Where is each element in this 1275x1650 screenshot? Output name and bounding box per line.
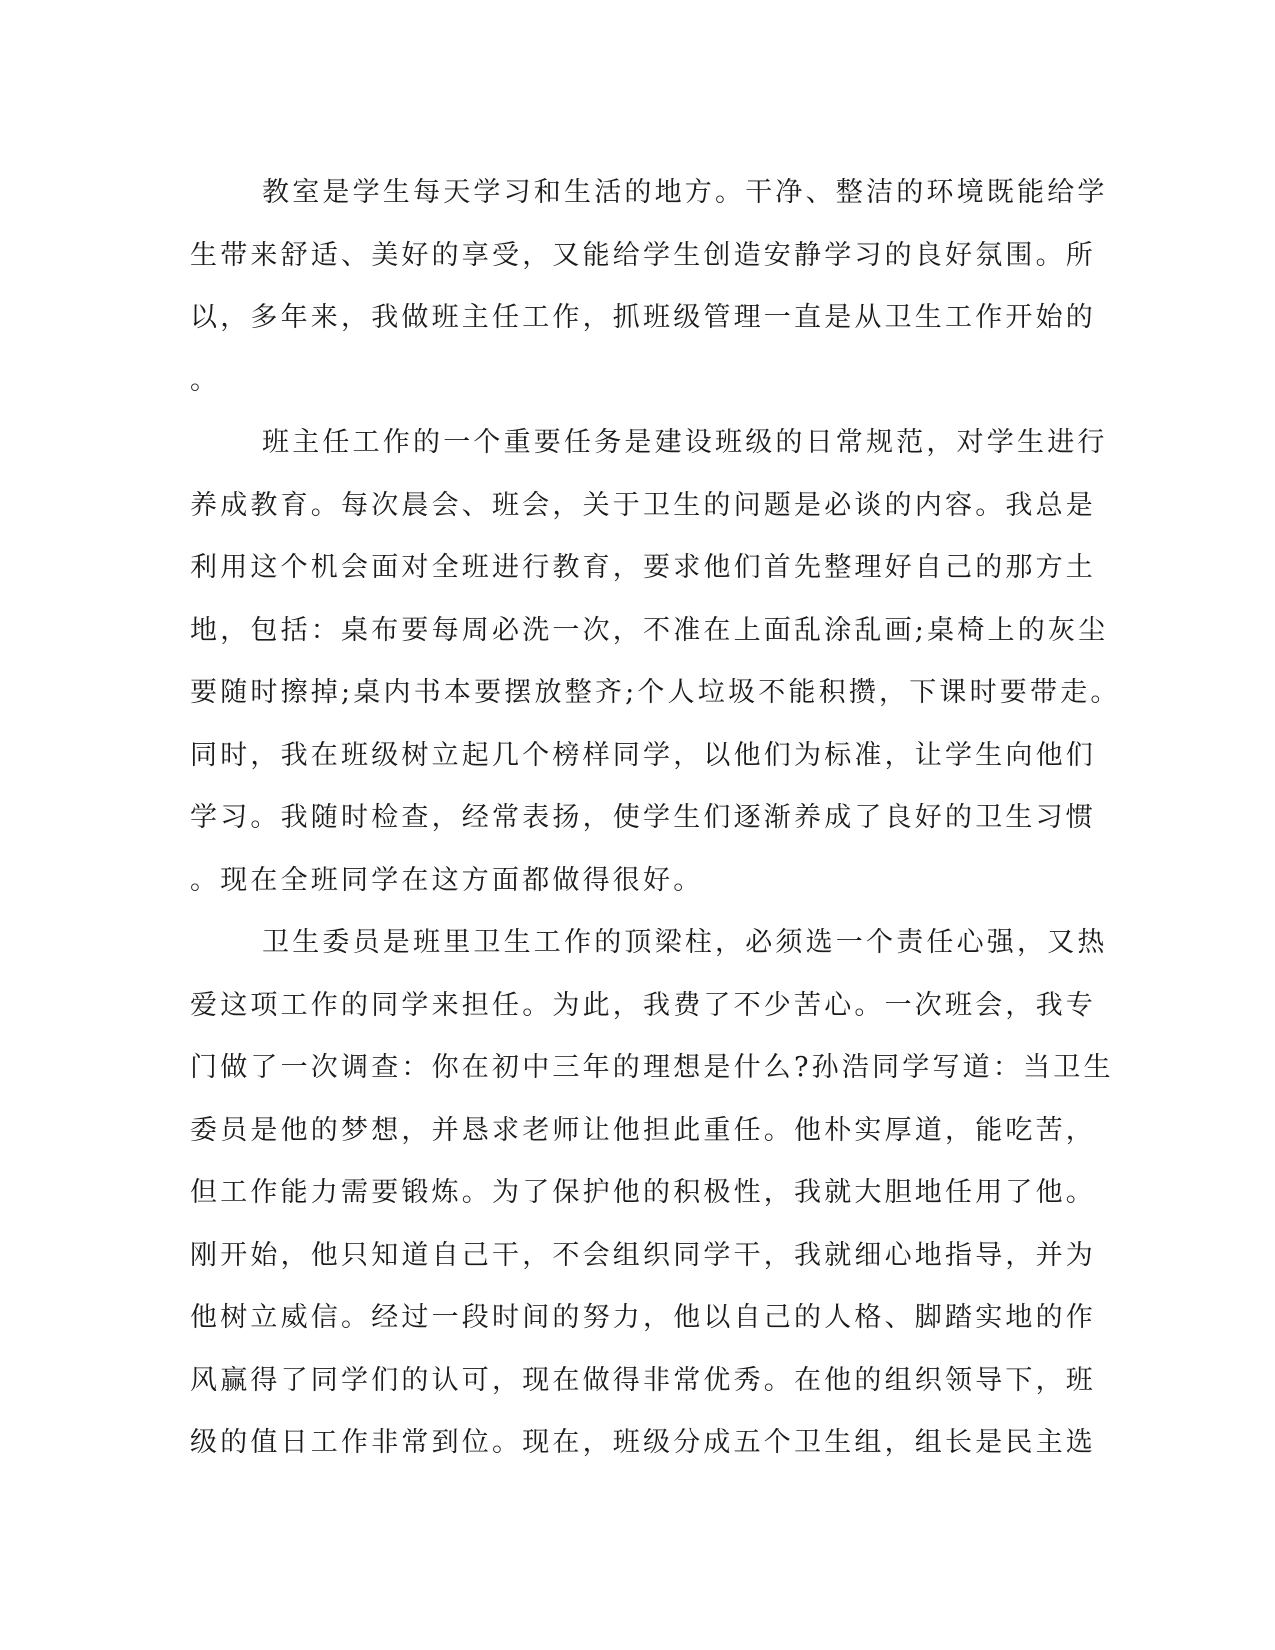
text-line: 教室是学生每天学习和生活的地方。干净、整洁的环境既能给学 bbox=[262, 177, 1108, 208]
text-line: 刚开始，他只知道自己干，不会组织同学干，我就细心地指导，并为 bbox=[190, 1239, 1096, 1271]
text-line: 。 bbox=[190, 364, 221, 396]
text-line: 风赢得了同学们的认可，现在做得非常优秀。在他的组织领导下，班 bbox=[190, 1364, 1096, 1396]
text-line: 班主任工作的一个重要任务是建设班级的日常规范，对学生进行 bbox=[262, 427, 1108, 458]
text-line: 养成教育。每次晨会、班会，关于卫生的问题是必谈的内容。我总是 bbox=[190, 489, 1096, 521]
text-line: 他树立威信。经过一段时间的努力，他以自己的人格、脚踏实地的作 bbox=[190, 1302, 1096, 1333]
body-text bbox=[190, 162, 1121, 1475]
text-line: 门做了一次调查：你在初中三年的理想是什么?孙浩同学写道：当卫生 bbox=[190, 1052, 1114, 1083]
text-line: 爱这项工作的同学来担任。为此，我费了不少苦心。一次班会，我专 bbox=[190, 989, 1096, 1021]
text-line: 生带来舒适、美好的享受，又能给学生创造安静学习的良好氛围。所 bbox=[190, 239, 1096, 271]
text-line: 级的值日工作非常到位。现在，班级分成五个卫生组，组长是民主选 bbox=[190, 1427, 1096, 1458]
text-line: 地，包括：桌布要每周必洗一次，不准在上面乱涂乱画;桌椅上的灰尘 bbox=[190, 614, 1109, 646]
text-line: 以，多年来，我做班主任工作，抓班级管理一直是从卫生工作开始的 bbox=[190, 302, 1096, 333]
text-line: 但工作能力需要锻炼。为了保护他的积极性，我就大胆地任用了他。 bbox=[190, 1177, 1096, 1208]
text-line: 利用这个机会面对全班进行教育，要求他们首先整理好自己的那方土 bbox=[190, 552, 1096, 583]
text-line: 要随时擦掉;桌内书本要摆放整齐;个人垃圾不能积攒，下课时要带走。 bbox=[190, 677, 1121, 708]
text-line: 。现在全班同学在这方面都做得很好。 bbox=[190, 864, 704, 896]
text-line: 卫生委员是班里卫生工作的顶梁柱，必须选一个责任心强，又热 bbox=[262, 927, 1108, 958]
text-line: 学习。我随时检查，经常表扬，使学生们逐渐养成了良好的卫生习惯 bbox=[190, 802, 1096, 833]
text-line: 委员是他的梦想，并恳求老师让他担此重任。他朴实厚道，能吃苦， bbox=[190, 1114, 1096, 1146]
text-line: 同时，我在班级树立起几个榜样同学，以他们为标准，让学生向他们 bbox=[190, 739, 1096, 771]
